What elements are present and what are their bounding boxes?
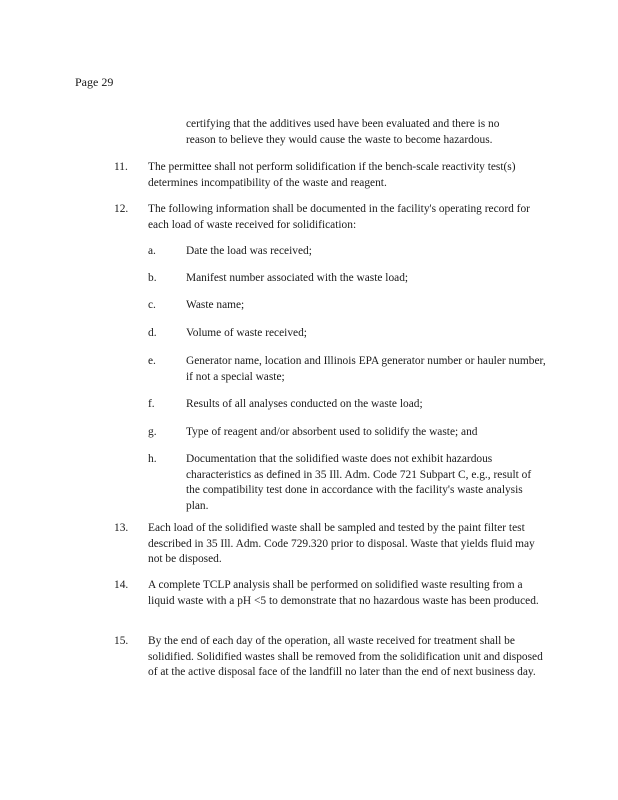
subitem-d [186, 326, 546, 342]
subitem-h-text: Documentation that the solidified waste does not exhibit hazardous characteristics as defined in 35 Ill. Adm. Code 721 Subpart C, e.g., result of the compatibility test done in accordance with the facility's waste analysis plan. [186, 453, 532, 512]
item-12 [148, 202, 543, 233]
item-13-text: Each load of the solidified waste shall be sampled and tested by the paint filter test described in 35 Ill. Adm. Code 729.320 prior to disposal. Waste that yields fluid may not be disposed. [148, 522, 535, 566]
item-11-text: The permittee shall not perform solidification if the bench-scale reactivity test(s) determines incompatibility of the waste and reagent. [148, 161, 516, 189]
subitem-letter-a: a. [148, 245, 156, 257]
subitem-c [186, 298, 546, 314]
subitem-letter-d: d. [148, 327, 157, 339]
subitem-e [186, 354, 546, 385]
subitem-letter-g: g. [148, 426, 157, 438]
subitem-h [186, 452, 546, 514]
item-15-text: By the end of each day of the operation, all waste received for treatment shall be solidified. Solidified wastes shall be removed from the solidification unit and disposed of at the active disposal face of the landfill no later than the end of next business day. [148, 635, 543, 679]
subitem-b-text: Manifest number associated with the waste load; [186, 272, 409, 284]
subitem-f [186, 397, 546, 413]
subitem-a-text: Date the load was received; [186, 245, 312, 257]
subitem-e-text: Generator name, location and Illinois EPA generator number or hauler number, if not a special waste; [186, 355, 546, 383]
subitem-c-text: Waste name; [186, 299, 245, 311]
subitem-letter-h: h. [148, 453, 157, 465]
item-14-text: A complete TCLP analysis shall be performed on solidified waste resulting from a liquid waste with a pH <5 to demonstrate that no hazardous waste has been produced. [148, 579, 539, 607]
subitem-a [186, 244, 546, 260]
page-number: Page 29 [75, 75, 114, 89]
item-15 [148, 634, 546, 681]
item-number-15: 15. [114, 635, 129, 647]
item-number-12: 12. [114, 203, 129, 215]
item-number-11: 11. [114, 161, 128, 173]
subitem-g [186, 425, 546, 441]
subitem-letter-c: c. [148, 299, 156, 311]
subitem-b [186, 271, 546, 287]
subitem-f-text: Results of all analyses conducted on the waste load; [186, 398, 423, 410]
subitem-letter-b: b. [148, 272, 157, 284]
subitem-g-text: Type of reagent and/or absorbent used to solidify the waste; and [186, 426, 478, 438]
item-12-text: The following information shall be documented in the facility's operating record for each load of waste received for solidification: [148, 203, 530, 231]
continued-paragraph [186, 117, 531, 148]
subitem-letter-e: e. [148, 355, 156, 367]
item-13 [148, 521, 546, 568]
item-number-13: 13. [114, 522, 129, 534]
subitem-letter-f: f. [148, 398, 155, 410]
subitem-d-text: Volume of waste received; [186, 327, 307, 339]
item-14 [148, 578, 550, 609]
item-number-14: 14. [114, 579, 129, 591]
continued-paragraph-text: certifying that the additives used have been evaluated and there is no reason to believe they would cause the waste to become hazardous. [186, 118, 500, 146]
item-11 [148, 160, 543, 191]
